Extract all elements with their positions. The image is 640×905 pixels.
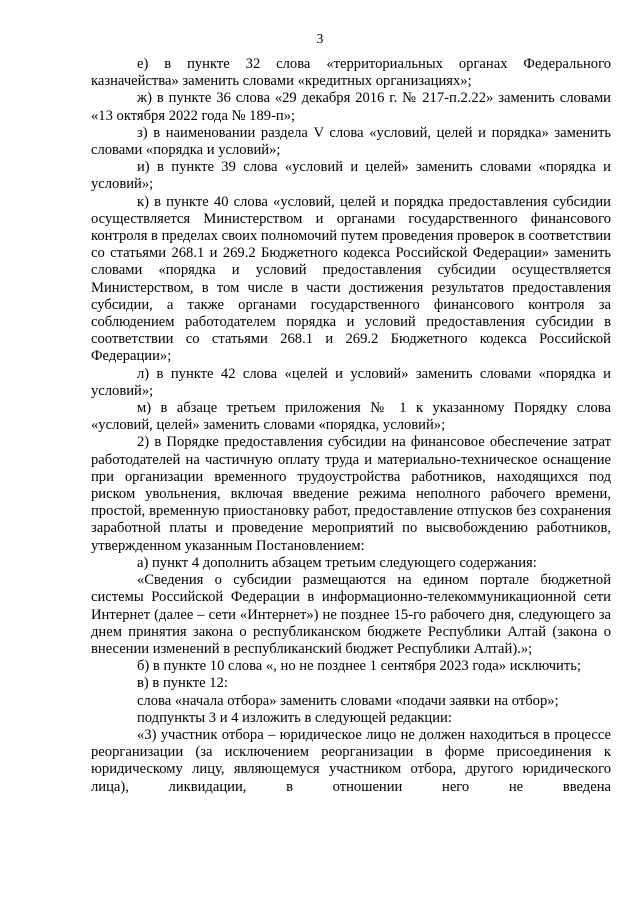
paragraph-quote-svedeniya: «Сведения о субсидии размещаются на едином портале бюджетной системы Российской Федерации в информационно-телекоммуникационной сети Интернет (далее – сети «Интернет») не позднее 15-го рабочего дня, следующего за днем принятия закона о республиканском бюджете Республики Алтай (закона о внесении изменений в республиканский бюджет Республики Алтай).»;: [91, 572, 611, 657]
paragraph-zh: ж) в пункте 36 слова «29 декабря 2016 г. № 217-п.2.22» заменить словами «13 октября 2022 года № 189-п»;: [91, 90, 611, 124]
paragraph-z: з) в наименовании раздела V слова «условий, целей и порядка» заменить словами «порядка и условий»;: [91, 124, 611, 159]
paragraph-l: л) в пункте 42 слова «целей и условий» заменить словами «порядка и условий»;: [91, 365, 611, 399]
paragraph-podpunkty: подпункты 3 и 4 изложить в следующей редакции:: [137, 709, 452, 726]
paragraph-b: б) в пункте 10 слова «, но не позднее 1 сентября 2023 года» исключить;: [137, 658, 581, 675]
page-number: 3: [316, 31, 324, 46]
paragraph-a: а) пункт 4 дополнить абзацем третьим следующего содержания:: [137, 554, 537, 571]
paragraph-k: к) в пункте 40 слова «условий, целей и порядка предоставления субсидии осуществляется Министерством и органами государственного финансового контроля в пределах своих полномочий путем проведения проверок в соответствии со статьями 268.1 и 269.2 Бюджетного кодекса Российской Федерации» заменить словами «порядка и условий предоставления субсидии осуществляется Министерством, в том числе в части достижения результатов предоставления субсидии, а также органами государственного финансового контроля за соблюдением работодателем порядка и условий предоставления субсидии в соответствии со статьями 268.1 и 269.2 Бюджетного кодекса Российской Федерации»;: [91, 193, 611, 365]
paragraph-subpoint-3: «3) участник отбора – юридическое лицо не должен находиться в процессе реорганизации (за исключением реорганизации в форме присоединения к юридическому лицу, являющемуся участником отбора, другого юридического лица), ликвидации, в отношении него не введена: [91, 726, 611, 795]
paragraph-i: и) в пункте 39 слова «условий и целей» заменить словами «порядка и условий»;: [91, 159, 611, 193]
paragraph-2: 2) в Порядке предоставления субсидии на финансовое обеспечение затрат работодателей на частичную оплату труда и материально-техническое оснащение при организации временного трудоустройства работников, находящихся под риском увольнения, включая введение режима неполного рабочего времени, простой, временную приостановку работ, предоставление отпусков без сохранения заработной платы и проведение мероприятий по высвобождению работников, утвержденном указанным Постановлением:: [91, 434, 611, 554]
paragraph-m: м) в абзаце третьем приложения № 1 к указанному Порядку слова «условий, целей» заменить словами «порядка, условий»;: [91, 400, 611, 434]
paragraph-slova: слова «начала отбора» заменить словами «подачи заявки на отбор»;: [137, 692, 559, 709]
document-body: [91, 56, 611, 796]
paragraph-v: в) в пункте 12:: [137, 675, 228, 692]
paragraph-e: е) в пункте 32 слова «территориальных органах Федерального казначейства» заменить словами «кредитных организациях»;: [91, 56, 611, 90]
